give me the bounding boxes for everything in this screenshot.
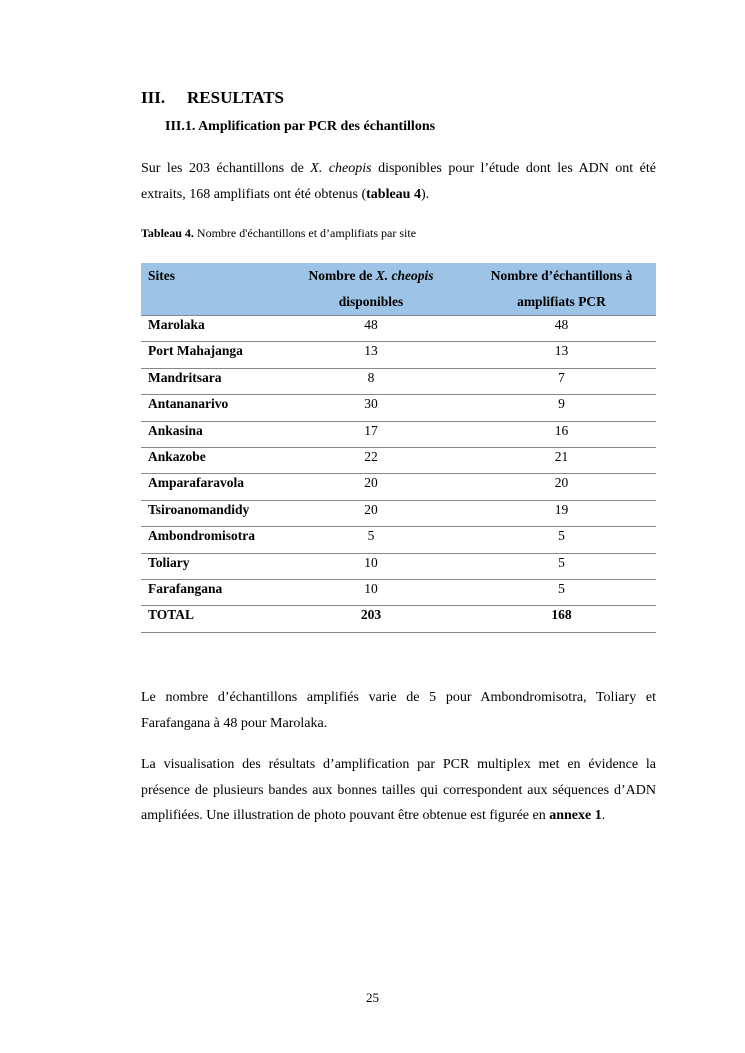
available-cell: 8 — [275, 368, 467, 394]
header-sites: Sites — [141, 263, 275, 316]
table-row — [141, 395, 656, 421]
amplified-cell: 7 — [467, 368, 656, 394]
amplified-cell: 9 — [467, 395, 656, 421]
table-row — [141, 527, 656, 553]
available-cell: 10 — [275, 553, 467, 579]
site-cell: Ankasina — [141, 421, 275, 447]
paragraph-visualisation: La visualisation des résultats d’amplification par PCR multiplex met en évidence la présence de plusieurs bandes aux bonnes tailles qui correspondent aux séquences d’ADN amplifiées. Une illustration de photo pouvant être obtenue est figurée en annexe 1. — [141, 757, 656, 823]
table-row — [141, 316, 656, 342]
amplified-cell: 19 — [467, 500, 656, 526]
available-cell: 48 — [275, 316, 467, 342]
table-row — [141, 368, 656, 394]
available-cell: 17 — [275, 421, 467, 447]
table-row — [141, 421, 656, 447]
available-cell: 30 — [275, 395, 467, 421]
site-cell: Ambondromisotra — [141, 527, 275, 553]
amplified-cell: 21 — [467, 447, 656, 473]
table-row — [141, 553, 656, 579]
total-label: TOTAL — [141, 606, 275, 632]
site-cell: Toliary — [141, 553, 275, 579]
available-cell: 20 — [275, 474, 467, 500]
header-amplified: Nombre d’échantillons à amplifiats PCR — [467, 263, 656, 316]
results-table — [141, 263, 656, 633]
available-cell: 5 — [275, 527, 467, 553]
site-cell: Port Mahajanga — [141, 342, 275, 368]
site-cell: Tsiroanomandidy — [141, 500, 275, 526]
paragraph-range: Le nombre d’échantillons amplifiés varie de 5 pour Ambondromisotra, Toliary et Farafangana à 48 pour Marolaka. — [141, 690, 656, 731]
site-cell: Mandritsara — [141, 368, 275, 394]
heading-number: III. — [141, 88, 166, 107]
site-cell: Amparafaravola — [141, 474, 275, 500]
amplified-cell: 48 — [467, 316, 656, 342]
amplified-cell: 16 — [467, 421, 656, 447]
table-row — [141, 500, 656, 526]
amplified-cell: 5 — [467, 553, 656, 579]
heading-title: RESULTATS — [187, 88, 285, 107]
table-caption: Tableau 4. Nombre d'échantillons et d’amplifiats par site — [141, 226, 417, 240]
table-total-row — [141, 606, 656, 632]
available-cell: 10 — [275, 579, 467, 605]
site-cell: Marolaka — [141, 316, 275, 342]
subsection-heading: III.1. Amplification par PCR des échantillons — [165, 119, 436, 134]
table-row — [141, 342, 656, 368]
table-row — [141, 447, 656, 473]
total-amplified: 168 — [467, 606, 656, 632]
amplified-cell: 13 — [467, 342, 656, 368]
available-cell: 22 — [275, 447, 467, 473]
header-available: Nombre de X. cheopis disponibles — [275, 263, 467, 316]
paragraph-intro: Sur les 203 échantillons de X. cheopis disponibles pour l’étude dont les ADN ont été extraits, 168 amplifiats ont été obtenus (tableau 4). — [141, 161, 656, 202]
total-available: 203 — [275, 606, 467, 632]
amplified-cell: 5 — [467, 579, 656, 605]
page-number: 25 — [366, 990, 379, 1005]
table-row — [141, 579, 656, 605]
site-cell: Farafangana — [141, 579, 275, 605]
amplified-cell: 20 — [467, 474, 656, 500]
section-heading — [141, 88, 284, 108]
site-cell: Ankazobe — [141, 447, 275, 473]
site-cell: Antananarivo — [141, 395, 275, 421]
available-cell: 13 — [275, 342, 467, 368]
table-header-row — [141, 263, 656, 316]
available-cell: 20 — [275, 500, 467, 526]
table-row — [141, 474, 656, 500]
amplified-cell: 5 — [467, 527, 656, 553]
